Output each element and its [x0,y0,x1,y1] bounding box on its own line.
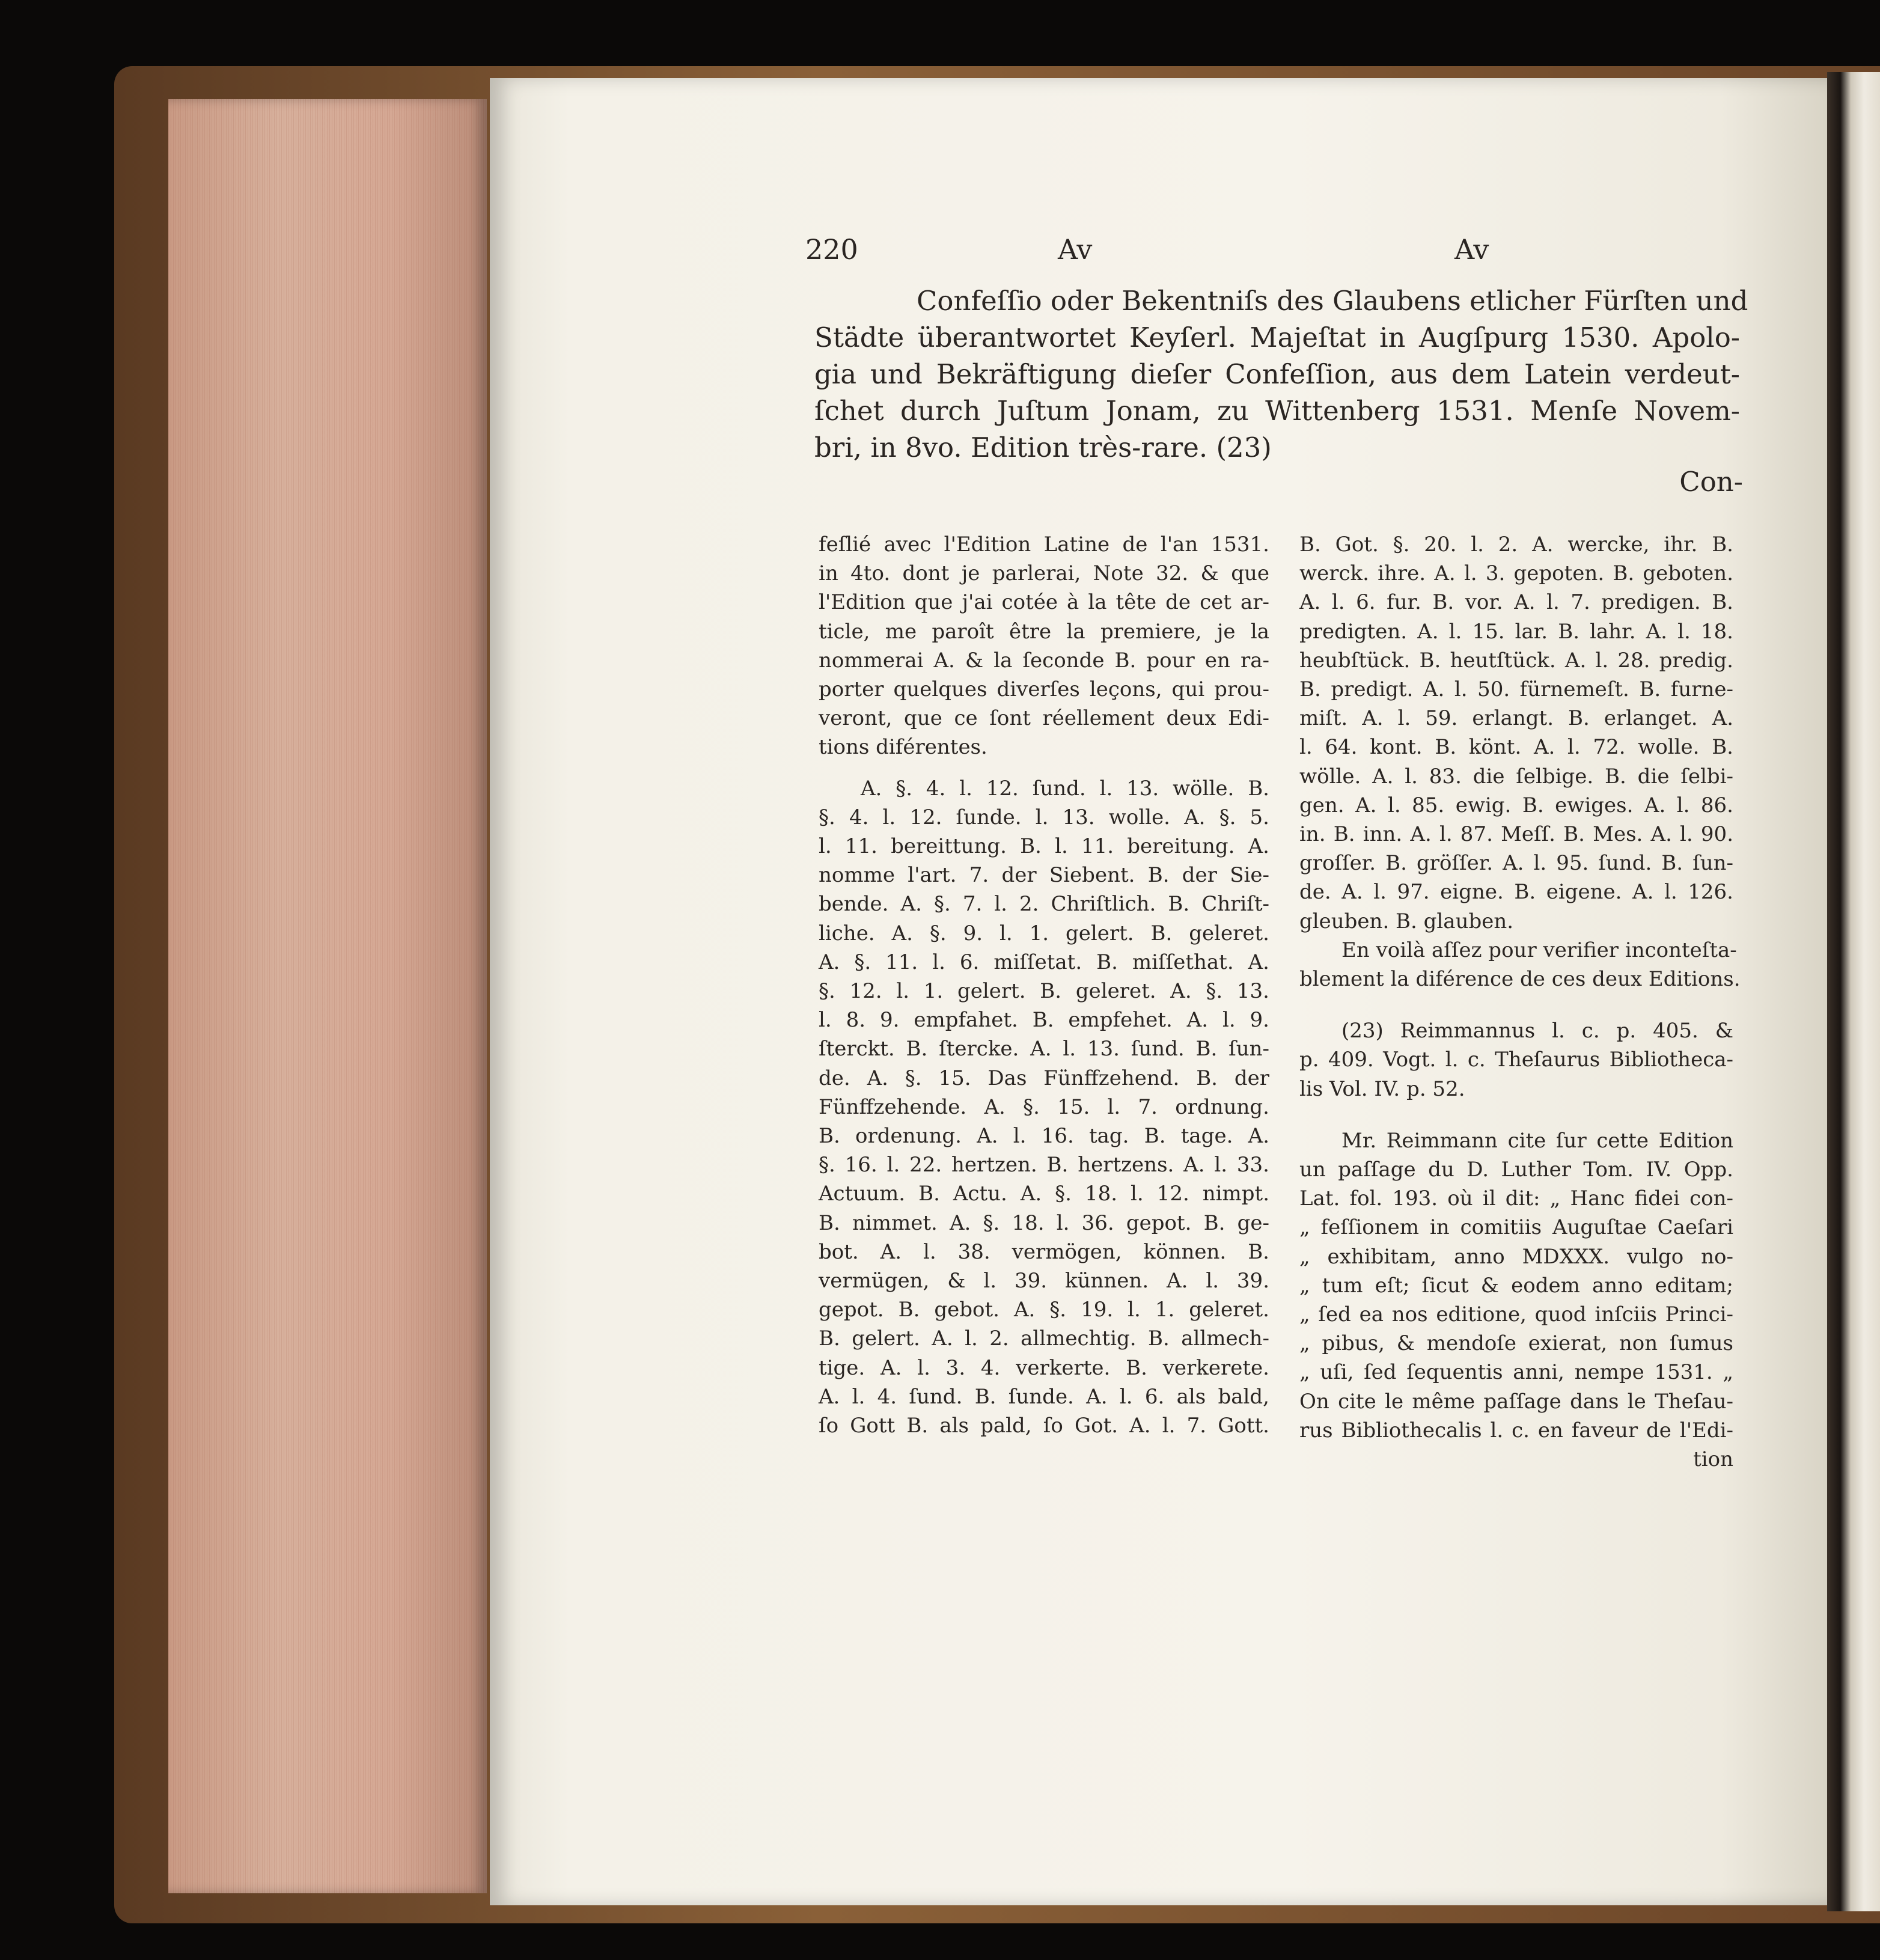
column-line: ſterckt. B. ſtercke. A. l. 13. ſund. B. ſun- [819,1037,1269,1061]
column-line: §. 4. l. 12. ſunde. l. 13. wolle. A. §. 5. [819,805,1269,829]
column-line: miſt. A. l. 59. erlangt. B. erlanget. A. [1299,706,1733,731]
column-line: l. 11. bereittung. B. l. 11. bereitung. A. [819,834,1269,859]
column-line: liche. A. §. 9. l. 1. gelert. B. geleret. [819,921,1269,945]
column-line: nommerai A. & la ſeconde B. pour en ra- [819,648,1269,673]
column-line: tige. A. l. 3. 4. verkerte. B. verkerete. [819,1355,1269,1380]
column-line: A. §. 11. l. 6. miſſetat. B. miſſethat. A. [819,950,1269,974]
column-line: veront, que ce ſont réellement deux Edi- [819,706,1269,731]
column-line: En voilà aſſez pour verifier inconteſta- [1341,938,1737,962]
column-line: ticle, me paroît être la premiere, je la [819,619,1269,644]
facing-page-gutter [1827,72,1880,1911]
entry-line: gia und Bekräftigung dieſer Confeſſion, aus dem Latein verdeut- [814,358,1740,390]
column-line: de. A. l. 97. eigne. B. eigene. A. l. 126. [1299,880,1733,905]
entry-line: Städte überantwortet Keyſerl. Majeſtat in Augſpurg 1530. Apolo- [814,322,1740,353]
footnote-line: rus Bibliothecalis l. c. en faveur de l'Edi- [1299,1418,1733,1443]
column-line: B. Got. §. 20. l. 2. A. wercke, ihr. B. [1299,533,1733,557]
column-line: groſſer. B. gröſſer. A. l. 95. ſund. B. ſun- [1299,851,1733,876]
column-line: in 4to. dont je parlerai, Note 32. & que [819,561,1269,586]
page-fore-edge [168,99,487,1893]
column-line: A. l. 6. fur. B. vor. A. l. 7. predigen. B. [1299,590,1733,615]
column-line: nomme l'art. 7. der Siebent. B. der Sie- [819,863,1269,888]
column-line: l. 64. kont. B. könt. A. l. 72. wolle. B. [1299,735,1733,760]
page-number: 220 [805,233,858,266]
right-column [1299,530,1741,1474]
footnote-line: un paſſage du D. Luther Tom. IV. Opp. [1299,1158,1733,1182]
running-header [805,233,1515,269]
footnote-line: „ pibus, & mendoſe exierat, non ſumus [1299,1331,1733,1356]
column-line: in. B. inn. A. l. 87. Meſſ. B. Mes. A. l. 90. [1299,822,1733,847]
column-line: B. nimmet. A. §. 18. l. 36. gepot. B. ge- [819,1210,1269,1235]
column-line: predigten. A. l. 15. lar. B. lahr. A. l. 18. [1299,619,1733,644]
column-line: blement la diférence de ces deux Editions. [1299,967,1741,992]
footnote-line: On cite le même paſſage dans le Theſau- [1299,1389,1733,1414]
column-line: bot. A. l. 38. vermögen, können. B. [819,1239,1269,1264]
footnote-line: „ ſed ea nos editione, quod inſciis Princi- [1299,1302,1733,1327]
column-line: wölle. A. l. 83. die ſelbige. B. die ſelbi- [1299,764,1733,789]
left-column [819,530,1269,1440]
column-line: feſlié avec l'Edition Latine de l'an 1531. [819,533,1269,557]
footnote-line: Mr. Reimmann cite ſur cette Edition [1341,1128,1733,1153]
column-line: de. A. §. 15. Das Fünffzehend. B. der [819,1066,1269,1090]
column-line: gen. A. l. 85. ewig. B. ewiges. A. l. 86. [1299,793,1733,817]
entry-title [814,282,1748,466]
footnote-line: „ uſi, ſed ſequentis anni, nempe 1531. „ [1299,1360,1733,1385]
column-line: heubſtück. B. heutſtück. A. l. 28. predig. [1299,648,1733,673]
column-line: §. 16. l. 22. hertzen. B. hertzens. A. l. 33. [819,1153,1269,1177]
column-line: B. ordenung. A. l. 16. tag. B. tage. A. [819,1124,1269,1149]
column-line: bende. A. §. 7. l. 2. Chriſtlich. B. Chriſt- [819,892,1269,917]
entry-line: Confeſſio oder Bekentniſs des Glaubens etlicher Fürſten und [917,285,1748,317]
column-line: l. 8. 9. empfahet. B. empfehet. A. l. 9. [819,1008,1269,1033]
footnote-line: „ exhibitam, anno MDXXX. vulgo no- [1299,1244,1733,1269]
footnote-line: p. 409. Vogt. l. c. Theſaurus Bibliotheca- [1299,1048,1733,1072]
column-line: vermügen, & l. 39. künnen. A. l. 39. [819,1269,1269,1293]
footnote-line: „ tum eſt; ſicut & eodem anno editam; [1299,1273,1733,1298]
entry-line: bri, in 8vo. Edition très-rare. (23) [814,432,1272,463]
column-line: ſo Gott B. als pald, ſo Got. A. l. 7. Gott. [819,1414,1269,1438]
footnote-line: Lat. fol. 193. où il dit: „ Hanc fidei con- [1299,1186,1733,1211]
column-line: Fünffzehende. A. §. 15. l. 7. ordnung. [819,1094,1269,1119]
running-heading-right: Av [1454,233,1489,266]
column-line: §. 12. l. 1. gelert. B. geleret. A. §. 13. [819,979,1269,1004]
footnote-line: tion [1693,1447,1733,1472]
footnote-line: lis Vol. IV. p. 52. [1299,1076,1465,1101]
column-line: gleuben. B. glauben. [1299,909,1514,933]
column-line: A. §. 4. l. 12. ſund. l. 13. wölle. B. [861,776,1269,801]
column-line: gepot. B. gebot. A. §. 19. l. 1. geleret. [819,1298,1269,1322]
column-line: tions diférentes. [819,735,987,760]
column-line: A. l. 4. ſund. B. ſunde. A. l. 6. als bald, [819,1384,1269,1409]
column-line: Actuum. B. Actu. A. §. 18. l. 12. nimpt. [819,1182,1269,1206]
column-line: werck. ihre. A. l. 3. gepoten. B. geboten. [1299,561,1733,586]
footnote-line: „ feſſionem in comitiis Auguſtae Caeſari [1299,1215,1733,1240]
footnote-line: (23) Reimmannus l. c. p. 405. & [1341,1019,1733,1043]
column-line: B. gelert. A. l. 2. allmechtig. B. allmech- [819,1327,1269,1351]
column-line: l'Edition que j'ai cotée à la tête de cet ar- [819,590,1269,615]
column-line: porter quelques diverſes leçons, qui prou- [819,677,1269,702]
running-heading-left: Av [1058,233,1093,266]
entry-line: ſchet durch Juſtum Jonam, zu Wittenberg 1531. Menſe Novem- [814,395,1740,427]
column-line: B. predigt. A. l. 50. fürnemeſt. B. furne- [1299,677,1733,702]
catchword: Con- [1679,466,1743,498]
